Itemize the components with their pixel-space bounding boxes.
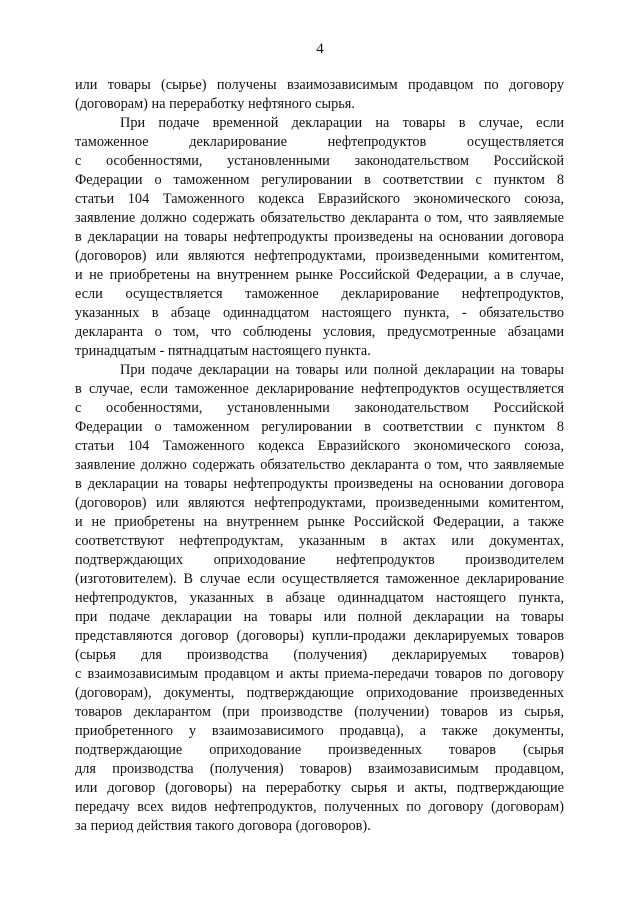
text-line: таможенное декларирование нефтепродуктов осуществляется xyxy=(75,134,564,150)
text-line: если осуществляется таможенное декларирование нефтепродуктов, xyxy=(75,286,564,302)
text-line: (сырья для производства (получения) декларируемых товаров) xyxy=(75,647,564,663)
text-line: с особенностями, установленными законодательством Российской xyxy=(75,153,564,169)
text-line: При подаче декларации на товары или полной декларации на товары xyxy=(120,362,564,378)
text-line: представляются договор (договоры) купли-продажи декларируемых товаров xyxy=(75,628,564,644)
text-line: статьи 104 Таможенного кодекса Евразийского экономического союза, xyxy=(75,191,564,207)
text-line: в декларации на товары нефтепродукты произведены на основании договора xyxy=(75,476,564,492)
text-line: (изготовителем). В случае если осуществляется таможенное декларирование xyxy=(75,571,564,587)
paragraph-2 xyxy=(75,114,564,361)
page-number: 4 xyxy=(316,41,324,57)
text-line: за период действия такого договора (договоров). xyxy=(75,818,371,834)
text-line: подтверждающие оприходование произведенных товаров (сырья xyxy=(75,742,564,758)
paragraph-3 xyxy=(75,361,564,836)
text-line: и не приобретены на внутреннем рынке Российской Федерации, а в случае, xyxy=(75,267,564,283)
text-line: Федерации о таможенном регулировании в соответствии с пунктом 8 xyxy=(75,172,564,188)
text-line: в случае, если таможенное декларирование нефтепродуктов осуществляется xyxy=(75,381,564,397)
document-body xyxy=(75,76,564,836)
text-line: заявление должно содержать обязательство декларанта о том, что заявляемые xyxy=(75,457,564,473)
text-line: при подаче декларации на товары или полной декларации на товары xyxy=(75,609,564,625)
paragraph-1 xyxy=(75,76,564,114)
text-line: соответствуют нефтепродуктам, указанным в актах или документах, xyxy=(75,533,564,549)
text-line: статьи 104 Таможенного кодекса Евразийского экономического союза, xyxy=(75,438,564,454)
text-line: с особенностями, установленными законодательством Российской xyxy=(75,400,564,416)
text-line: подтверждающих оприходование нефтепродуктов производителем xyxy=(75,552,564,568)
text-line: Федерации о таможенном регулировании в соответствии с пунктом 8 xyxy=(75,419,564,435)
text-line: и не приобретены на внутреннем рынке Российской Федерации, а также xyxy=(75,514,564,530)
text-line: товаров декларантом (при производстве (получении) товаров из сырья, xyxy=(75,704,564,720)
text-line: в декларации на товары нефтепродукты произведены на основании договора xyxy=(75,229,564,245)
text-line: приобретенного у взаимозависимого продавца), а также документы, xyxy=(75,723,564,739)
text-line: (договоров) или являются нефтепродуктами, произведенными комитентом, xyxy=(75,495,564,511)
text-line: декларанта о том, что соблюдены условия, предусмотренные абзацами xyxy=(75,324,564,340)
text-line: указанных в абзаце одиннадцатом настоящего пункта, - обязательство xyxy=(75,305,564,321)
text-line: передачу всех видов нефтепродуктов, полученных по договору (договорам) xyxy=(75,799,564,815)
text-line: с взаимозависимым продавцом и акты приема-передачи товаров по договору xyxy=(75,666,564,682)
text-line: нефтепродуктов, указанных в абзаце одиннадцатом настоящего пункта, xyxy=(75,590,564,606)
text-line: (договоров) или являются нефтепродуктами, произведенными комитентом, xyxy=(75,248,564,264)
text-line: или договор (договоры) на переработку сырья и акты, подтверждающие xyxy=(75,780,564,796)
text-line: При подаче временной декларации на товары в случае, если xyxy=(120,115,564,131)
text-line: (договорам), документы, подтверждающие оприходование произведенных xyxy=(75,685,564,701)
text-line: заявление должно содержать обязательство декларанта о том, что заявляемые xyxy=(75,210,564,226)
text-line: (договорам) на переработку нефтяного сырья. xyxy=(75,96,355,112)
text-line: тринадцатым - пятнадцатым настоящего пункта. xyxy=(75,343,371,359)
text-line: для производства (получения) товаров) взаимозависимым продавцом, xyxy=(75,761,564,777)
text-line: или товары (сырье) получены взаимозависимым продавцом по договору xyxy=(75,77,564,93)
